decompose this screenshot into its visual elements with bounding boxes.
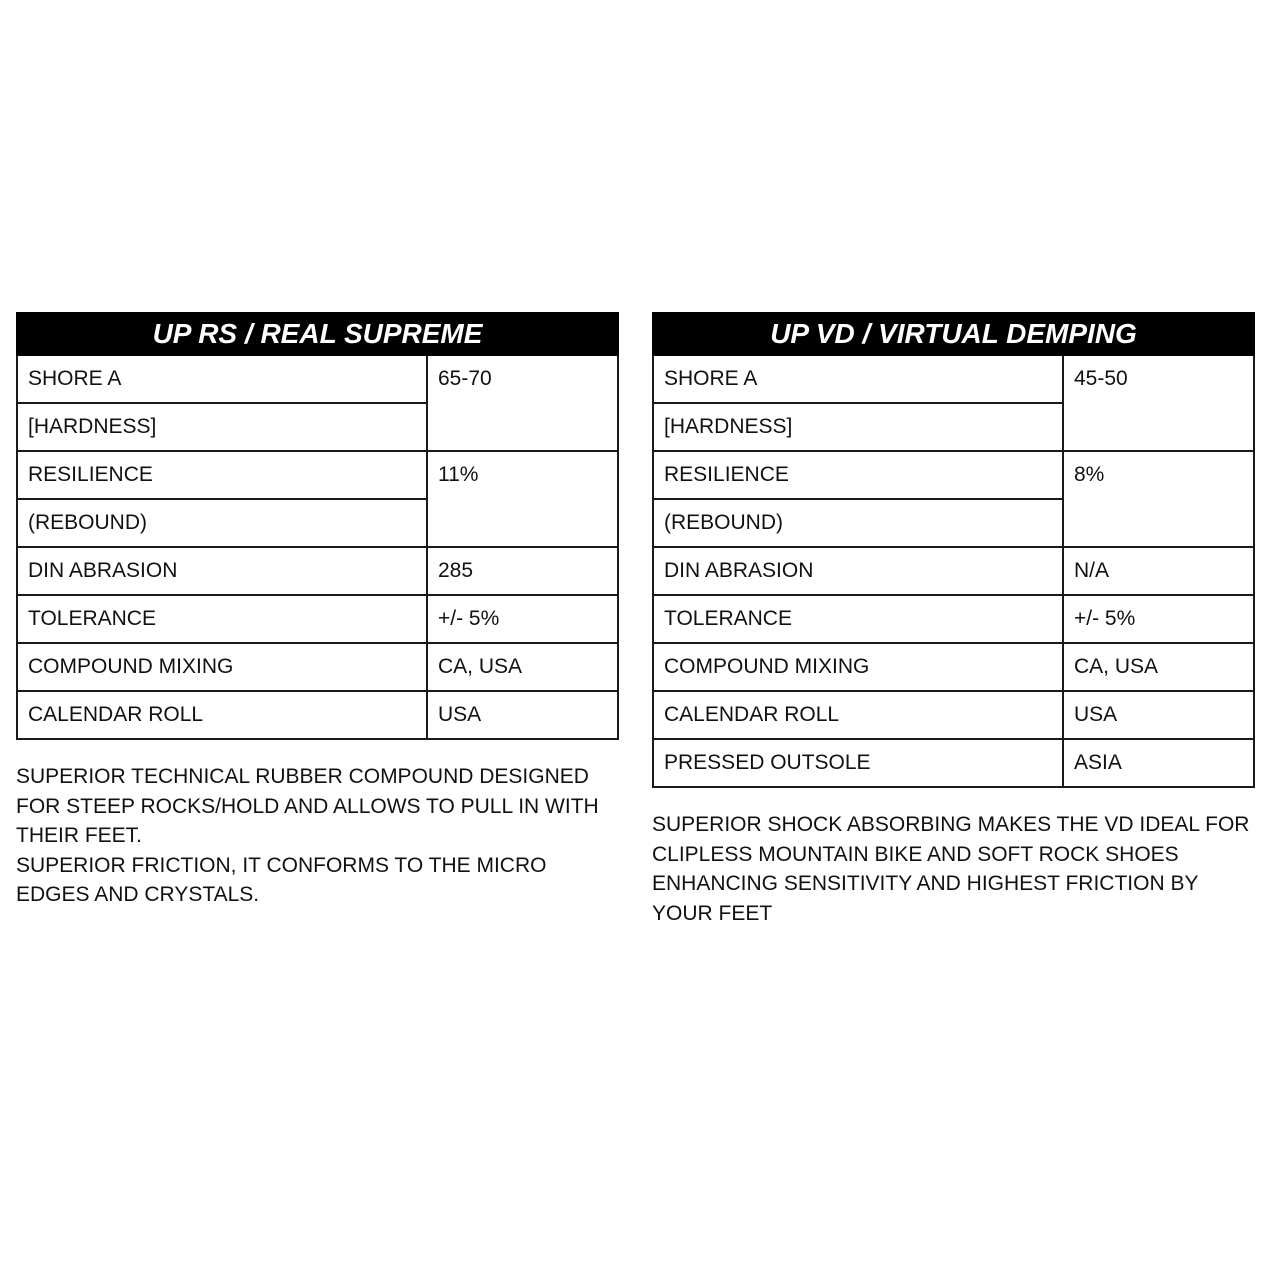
shore-label: SHORE A <box>653 355 1063 403</box>
table-row <box>653 739 1254 787</box>
compound-mixing-value: CA, USA <box>427 643 618 691</box>
table-row <box>17 451 618 499</box>
compound-mixing-label: COMPOUND MIXING <box>17 643 427 691</box>
tolerance-value: +/- 5% <box>427 595 618 643</box>
table-row <box>653 355 1254 403</box>
table-row <box>653 547 1254 595</box>
rebound-label: (REBOUND) <box>653 499 1063 547</box>
calendar-roll-value: USA <box>427 691 618 739</box>
description-paragraph: SUPERIOR TECHNICAL RUBBER COMPOUND DESIGNED FOR STEEP ROCKS/HOLD AND ALLOWS TO PULL IN WITH THEIR FEET. <box>16 765 599 847</box>
table-title: UP RS / REAL SUPREME <box>17 313 618 355</box>
tolerance-value: +/- 5% <box>1063 595 1254 643</box>
rebound-label: (REBOUND) <box>17 499 427 547</box>
table-row <box>17 355 618 403</box>
shore-value: 65-70 <box>427 355 618 451</box>
calendar-roll-value: USA <box>1063 691 1254 739</box>
resilience-value: 11% <box>427 451 618 547</box>
calendar-roll-label: CALENDAR ROLL <box>17 691 427 739</box>
din-abrasion-label: DIN ABRASION <box>653 547 1063 595</box>
tolerance-label: TOLERANCE <box>653 595 1063 643</box>
description-paragraph: SUPERIOR FRICTION, IT CONFORMS TO THE MICRO EDGES AND CRYSTALS. <box>16 853 547 906</box>
shore-label: SHORE A <box>17 355 427 403</box>
spec-table-up-vd <box>652 312 1255 788</box>
table-title: UP VD / VIRTUAL DEMPING <box>653 313 1254 355</box>
table-row <box>653 691 1254 739</box>
table-row <box>17 643 618 691</box>
table-row <box>17 547 618 595</box>
resilience-label: RESILIENCE <box>653 451 1063 499</box>
pressed-outsole-value: ASIA <box>1063 739 1254 787</box>
din-abrasion-value: 285 <box>427 547 618 595</box>
spec-panel-up-vd <box>652 312 1253 928</box>
resilience-label: RESILIENCE <box>17 451 427 499</box>
spec-panel-up-rs <box>16 312 617 910</box>
compound-mixing-value: CA, USA <box>1063 643 1254 691</box>
hardness-label: [HARDNESS] <box>17 403 427 451</box>
hardness-label: [HARDNESS] <box>653 403 1063 451</box>
table-row <box>653 595 1254 643</box>
table-row <box>17 691 618 739</box>
compound-mixing-label: COMPOUND MIXING <box>653 643 1063 691</box>
din-abrasion-value: N/A <box>1063 547 1254 595</box>
table-row <box>17 595 618 643</box>
tolerance-label: TOLERANCE <box>17 595 427 643</box>
resilience-value: 8% <box>1063 451 1254 547</box>
table-row <box>653 643 1254 691</box>
din-abrasion-label: DIN ABRASION <box>17 547 427 595</box>
description-paragraph: SUPERIOR SHOCK ABSORBING MAKES THE VD IDEAL FOR CLIPLESS MOUNTAIN BIKE AND SOFT ROCK SHOES ENHANCING SENSITIVITY AND HIGHEST FRICTION BY YOUR FEET <box>652 813 1250 925</box>
shore-value: 45-50 <box>1063 355 1254 451</box>
pressed-outsole-label: PRESSED OUTSOLE <box>653 739 1063 787</box>
description <box>16 762 617 910</box>
spec-table-up-rs <box>16 312 619 740</box>
calendar-roll-label: CALENDAR ROLL <box>653 691 1063 739</box>
description <box>652 810 1253 928</box>
table-row <box>653 451 1254 499</box>
